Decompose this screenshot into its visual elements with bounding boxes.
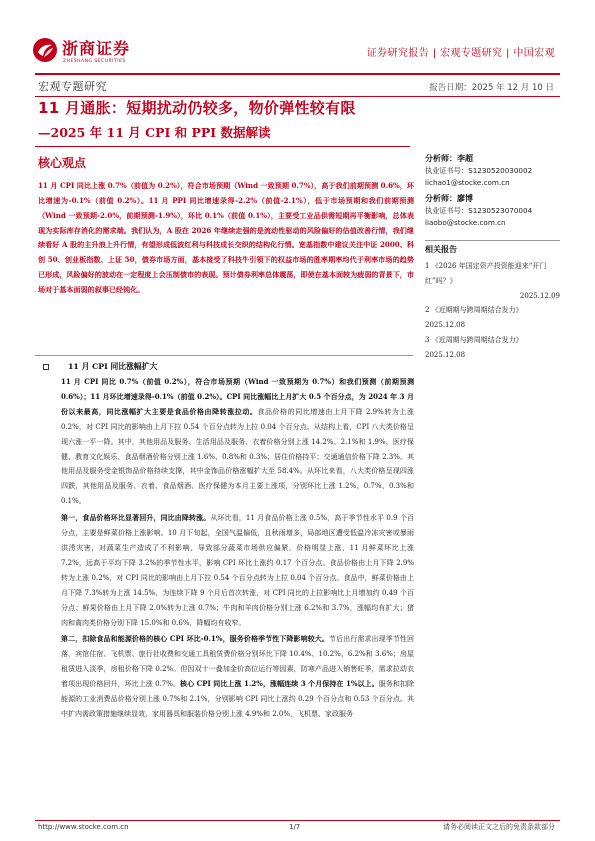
analyst-2-email[interactable]: liaobo@stocke.com.cn — [425, 217, 506, 227]
p3-bold: 第二，扣除食品和能源价格的核心 CPI 环比-0.1%，服务价格季节性下降影响较大。 — [61, 634, 329, 644]
section1-body — [61, 375, 414, 722]
p3-bold-2: 核心 CPI 同比上涨 1.2%，涨幅连续 3 个月保持在 1%以上。 — [180, 679, 379, 689]
analyst-2-cert: 执业证书号：S1230523070004 — [425, 206, 533, 215]
section-divider — [35, 355, 413, 356]
section1-paragraph-2 — [61, 511, 414, 630]
bullet-square-icon — [43, 364, 49, 370]
core-summary: 11 月 CPI 同比上涨 0.7%（前值为 0.2%），符合市场预期（Wind 一致预期 0.7%），高于我们前期预测 0.6%，环比增速为-0.1%（前值 0.2%）。11 月 PPI 同比增速录得-2.2%（前值-2.1%），低于市场预期和我们前期预测（Wind 一致预期-2.0%，前期预测-1.9%），环比 0.1%（前值 0.1%），主要受工业品供需短期再平衡影响，总体表现为实际库存消化的需求端。我们认为，A 股在 2026 年继续走强的是流动性驱动的风险偏好的估值改善行情，我们继续看好 A 股的主升浪上升行情，有望形成低波红利与科技成长交织的结构化行情。宽基指数中建议关注中证 2000、科创 50、创业板指数、上证 50，债券市场方面，基本接受了科技牛引领下的权益市场的胜率期率均代于利率市场的趋势已形成，风险偏好的波动在一定程度上会压制债市的表现。预计债券利率总体震荡，即使在基本面较为疲弱的背景下，市场对于基本面弱的叙事已经钝化。 — [38, 181, 414, 294]
related-item[interactable]: 1 《2026 年国定资产投资能迎来“开门红”吗？》 — [425, 262, 547, 285]
zheshang-logo-icon — [32, 37, 58, 63]
header-rule — [35, 73, 560, 75]
logo-subtext: ZHESHANG SECURITIES — [63, 59, 126, 64]
report-title: 11 月通胀：短期扰动仍较多，物价弹性较有限 — [38, 99, 356, 117]
section1-heading: 11 月 CPI 同比涨幅扩大 — [68, 362, 158, 371]
related-item[interactable]: 3 《近周期与跨周期结合发力》 — [425, 335, 523, 344]
analyst-1-cert: 执业证书号：S1230520030002 — [425, 166, 533, 175]
related-heading: 相关报告 — [425, 245, 457, 254]
section1-paragraph-1 — [61, 375, 414, 509]
analyst-2-name: 分析师：廖博 — [425, 194, 473, 203]
logo-text: 浙商证券 — [62, 39, 131, 58]
analyst-1 — [425, 153, 560, 188]
p1-bold: 11 月 CPI 同比 0.7%（前值 0.2%），符合市场预期（Wind 一致预期为 0.7%）和我们预测（前期预测 0.6%）；11 月环比增速录得-0.1%（前值 0.2%）。CPI 同比涨幅比上月扩大 0.5 个百分点，为 2024 年 3 月份以来最高，同比涨幅扩大主要是食品价格由降转涨拉动。 — [61, 377, 414, 416]
title-bottom-rule — [35, 146, 410, 147]
report-date: 报告日期：2025 年 12 月 10 日 — [429, 83, 554, 93]
p2-bold: 第一，食品价格环比显著回升，同比由降转涨。 — [61, 513, 211, 523]
core-summary-block — [38, 179, 414, 298]
analyst-1-email[interactable]: lichao1@stocke.com.cn — [425, 177, 510, 187]
p1-rest: 食品价格的同比增速由上月下降 2.9%转为上涨 0.2%，对 CPI 同比的影响由上月下拉 0.54 个百分点转为上拉 0.04 个百分点。从结构上看，CPI 八大类价格呈现六涨一平一降。其中，其他用品及服务、生活用品及服务、衣着价格分别上涨 14.2%、2.1%和 1.9%，医疗保健、教育文化娱乐、食品烟酒价格分别上涨 1.6%、0.8%和 0.3%；居住价格持平；交通通信价格下降 2.3%。其他用品及服务受金银饰品价格持续支撑，其中金饰品价格涨幅扩大至 58.4%。从环比来看，八大类价格呈现四涨四跌，其他用品及服务、衣着、食品烟酒、医疗保健为本月主要上涨项，分别环比上涨 1.2%、0.7%、0.3%和 0.1%。 — [61, 407, 414, 506]
section1-paragraph-3 — [61, 632, 414, 721]
related-date: 2025.12.08 — [425, 350, 466, 359]
related-list — [425, 259, 560, 363]
footer-url[interactable]: http://www.stocke.com.cn — [38, 823, 129, 831]
report-category: 宏观专题研究 — [38, 80, 107, 93]
title-rule — [35, 96, 560, 97]
p3-rest: 节后出行需求出现季节性回落，宾馆住宿、飞机票、旅行社收费和交通工具租赁费价格分别环比下降 10.4%、10.2%、6.2%和 3.6%；房屋租赁进入淡季，房租价格下降 0.2%。但因双十一叠加金价高位运行等因素，防寒产品进入销售旺季，需求拉动衣着项出现价格回升，环比上涨 0.7%。 — [61, 635, 415, 689]
related-date: 2025.12.09 — [519, 291, 560, 300]
header-nav: 证券研究报告 | 宏观专题研究 | 中国宏观 — [366, 48, 555, 59]
related-date: 2025.12.08 — [425, 321, 466, 330]
footer-disclaimer: 请务必阅读正文之后的免责条款部分 — [443, 823, 555, 831]
analyst-2 — [425, 193, 560, 228]
report-subtitle: —2025 年 11 月 CPI 和 PPI 数据解读 — [38, 125, 271, 140]
related-item[interactable]: 2 《近期期与跨周期结合发力》 — [425, 306, 523, 315]
sidebar-rule — [425, 240, 560, 241]
footer-rule — [35, 820, 560, 821]
core-heading: 核心观点 — [38, 156, 87, 170]
related-reports — [425, 244, 560, 363]
p3-tail: 服务和扣除能源的工业消费品价格分别上涨 0.7%和 2.1%，分别影响 CPI 同比上涨约 0.29 个百分点和 0.53 个百分点。其中扩内需政策措施继续显效，家用器具和服装价格分别上涨 4.9%和 2.0%，飞机票、家政服务 — [61, 680, 415, 718]
analyst-1-name: 分析师：李超 — [425, 154, 473, 163]
p2-rest: 从环比看，11 月食品价格上涨 0.5%，高于季节性水平 0.9 个百分点，主要是鲜菜价格上涨影响。10 月下旬起，全国气温偏低，且秋雨增多，局部地区遭受低温冷冻灾害或暴雨洪涝灾害，对蔬菜生产造成了不利影响，导致部分蔬菜市场供应偏紧，价格明显上涨，11 月鲜菜环比上涨 7.2%，远高于平均下降 3.2%的季节性水平，影响 CPI 环比上涨约 0.17 个百分点。食品价格由上月下降 2.9%转为上涨 0.2%，对 CPI 同比的影响由上月下拉 0.54 个百分点转为上拉 0.04 个百分点。食品中，鲜菜价格由上月下降 7.3%转为上涨 14.5%，为连续下降 9 个月后首次转涨，对 CPI 同比的上拉影响比上月增加约 0.49 个百分点；鲜果价格由上月下降 2.0%转为上涨 0.7%；牛肉和羊肉价格分别上涨 6.2%和 3.7%，涨幅均有扩大；猪肉和禽肉类价格分别下降 15.0%和 0.6%，降幅均有收窄。 — [61, 514, 414, 627]
page-number: 1/7 — [289, 823, 301, 831]
